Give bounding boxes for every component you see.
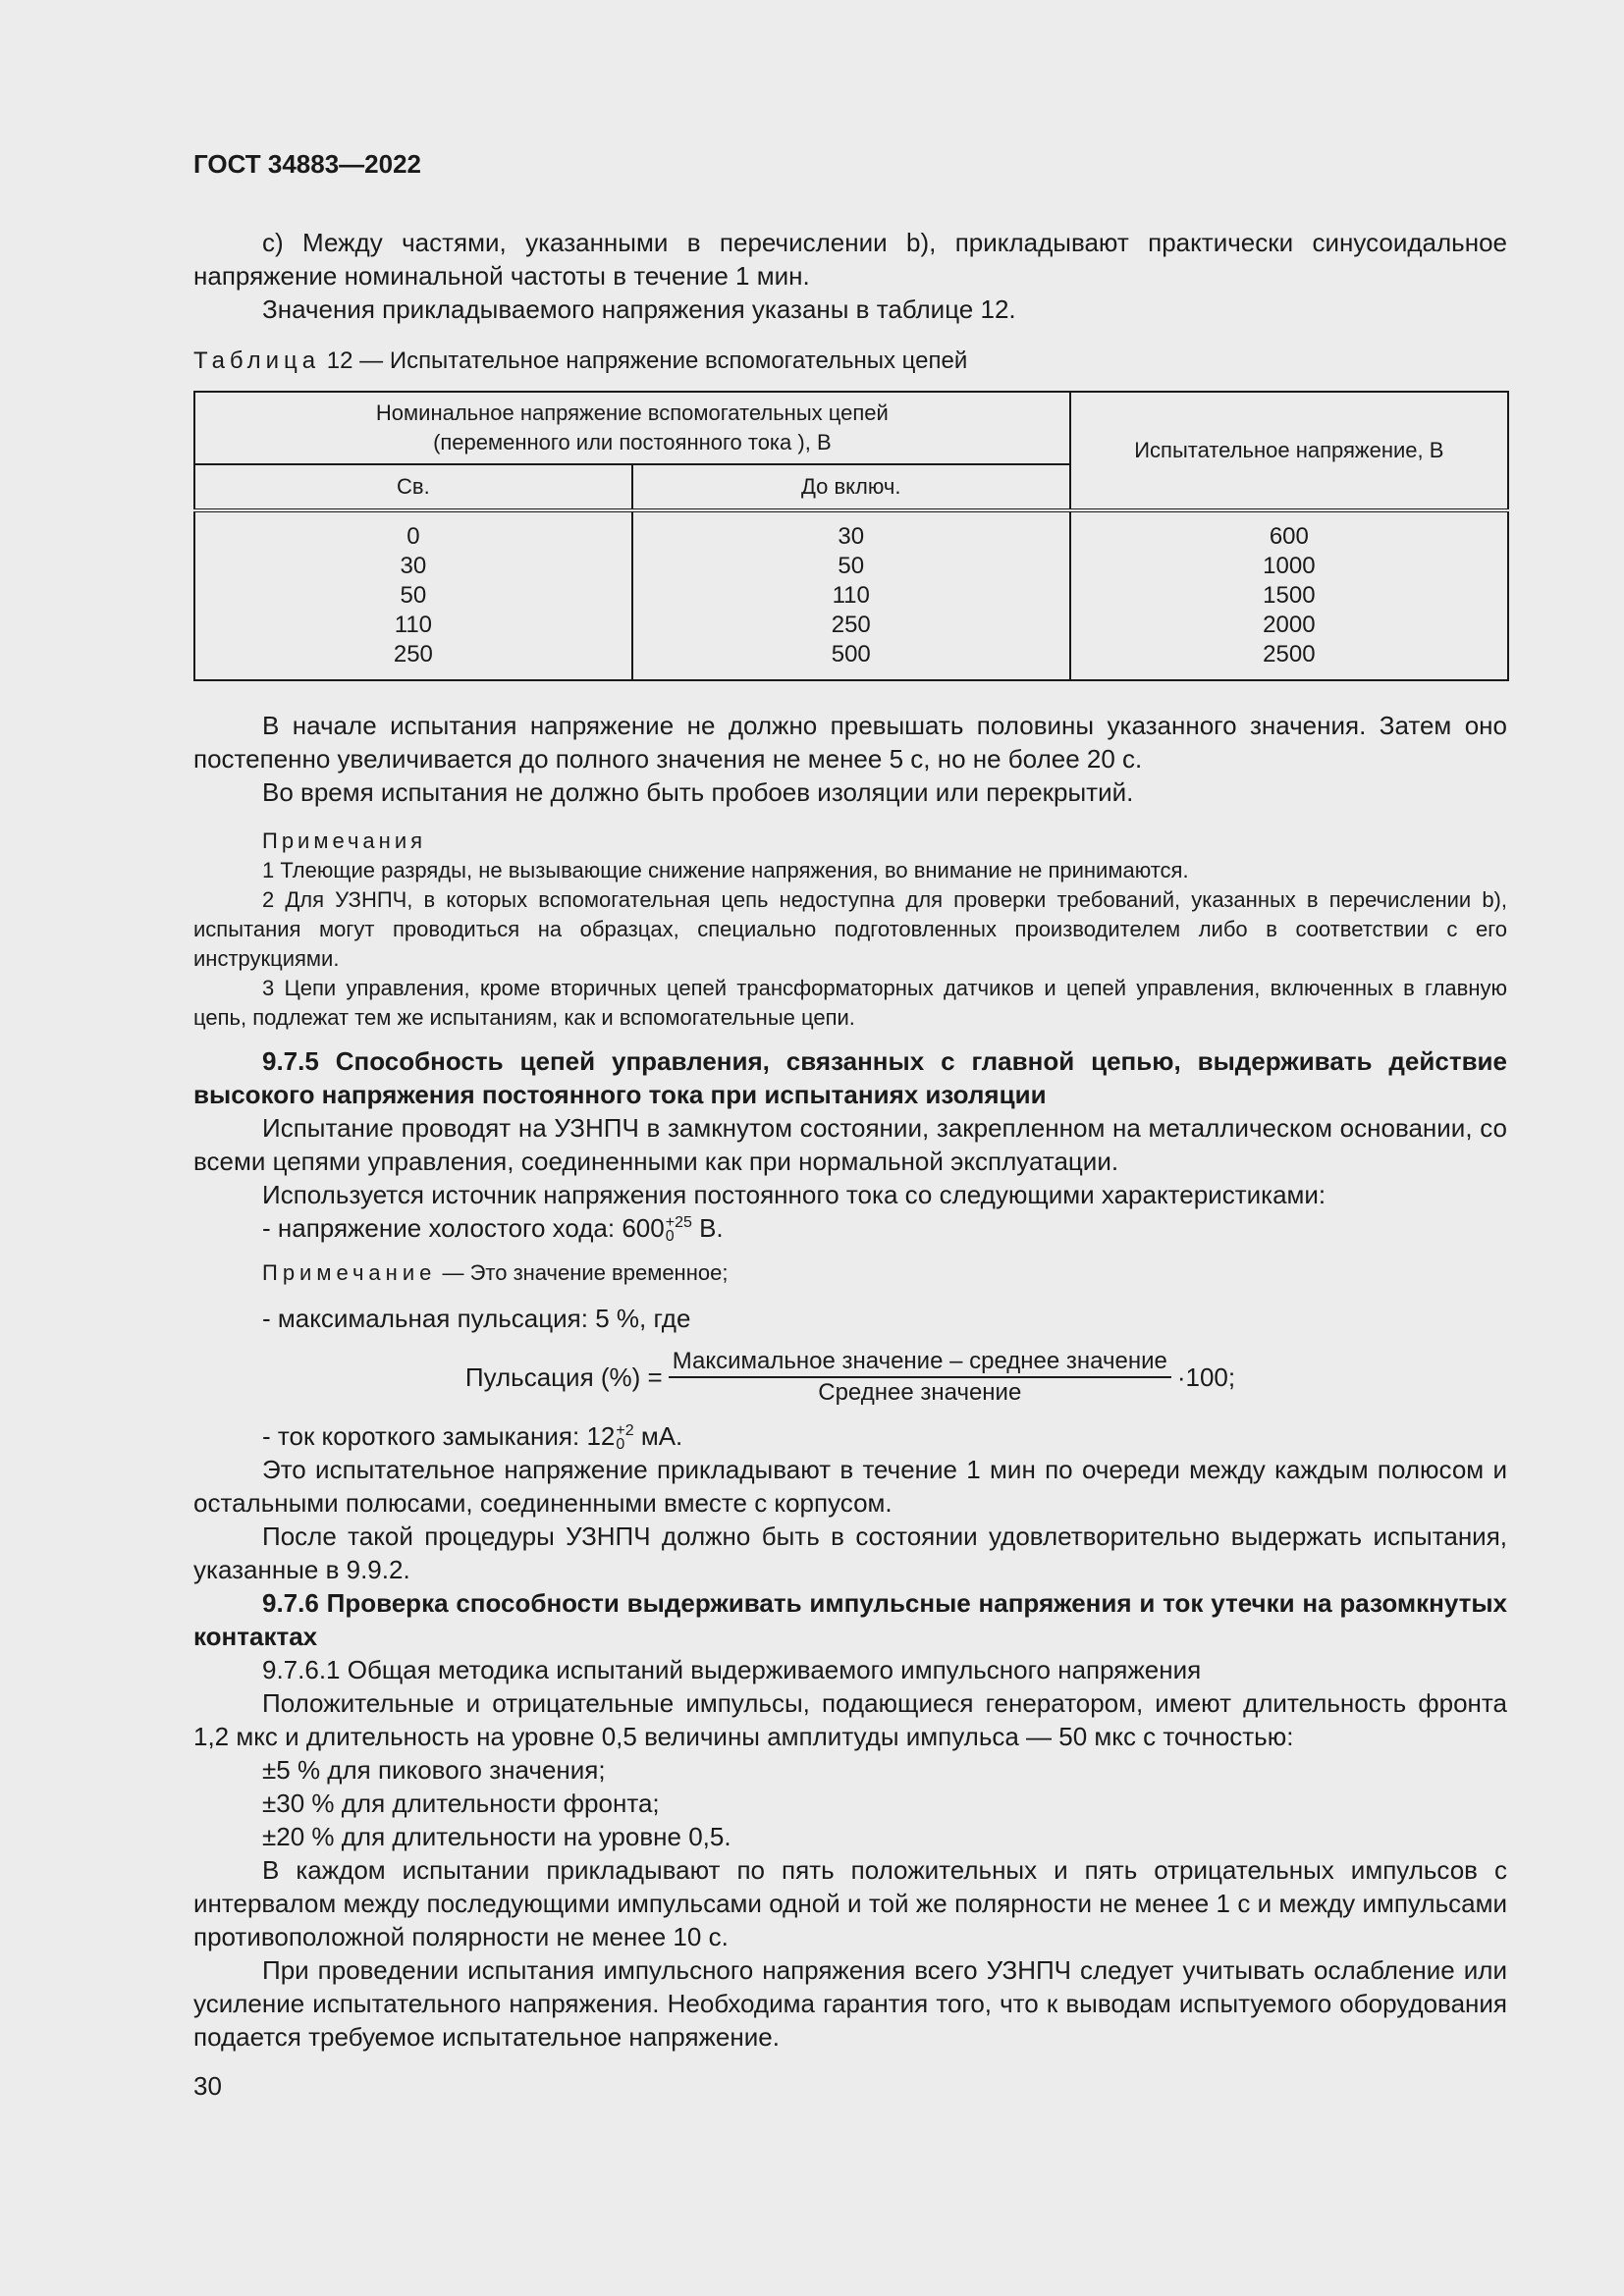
test-voltage-table — [193, 391, 1509, 681]
formula-fraction — [669, 1347, 1171, 1408]
section-9-7-6-paragraph-1: Положительные и отрицательные импульсы, подающиеся генератором, имеют длительность фронта 1,2 мкс и длительность на уровне 0,5 величины амплитуды импульса — 50 мкс с точностью: — [193, 1688, 1507, 1751]
table-cell: 1000 — [1263, 553, 1316, 579]
table-cell: 0 — [406, 523, 420, 550]
table-caption — [193, 346, 1507, 377]
list-item-ripple: - максимальная пульсация: 5 %, где — [262, 1304, 691, 1333]
table-head-nominal-line2: (переменного или постоянного тока ), В — [433, 430, 832, 454]
list-item-label: - ток короткого замыкания: — [262, 1421, 580, 1451]
table-caption-text: 12 — Испытательное напряжение вспомогательных цепей — [326, 347, 968, 374]
section-9-7-6-paragraph-3: При проведении испытания импульсного напряжения всего УЗНПЧ следует учитывать ослабление или усиление испытательного напряжения. Необходима гарантия того, что к выводам испытуемого оборудования подается требуемое испытательное напряжение. — [193, 1955, 1507, 2052]
voltage-value: 600 — [622, 1213, 665, 1243]
temporary-note-label: Примечание — [262, 1260, 437, 1285]
table-cell: 2000 — [1263, 612, 1316, 638]
table-cell: 110 — [832, 582, 870, 609]
table-cell: 50 — [400, 582, 427, 609]
formula-lhs: Пульсация (%) = — [464, 1362, 663, 1392]
notes-title: Примечания — [262, 828, 427, 853]
page-content — [193, 147, 1507, 2054]
formula-rhs: ·100; — [1176, 1362, 1236, 1392]
tolerance-upper: +2 — [616, 1422, 634, 1440]
voltage-tolerance — [666, 1216, 692, 1244]
document-header: ГОСТ 34883—2022 — [193, 149, 421, 179]
table-head-nominal-line1: Номинальное напряжение вспомогательных цепей — [375, 400, 889, 425]
tolerance-duration: ±20 % для длительности на уровне 0,5. — [262, 1822, 731, 1851]
table-cell: 500 — [831, 641, 871, 667]
voltage-unit: В. — [699, 1213, 724, 1243]
page-number: 30 — [193, 2071, 222, 2101]
tolerance-upper: +25 — [665, 1214, 692, 1232]
table-head-nominal — [194, 392, 1070, 464]
table-cell: 30 — [838, 523, 865, 550]
note-2: 2 Для УЗНПЧ, в которых вспомогательная цепь недоступна для проверки требований, указанных в перечислении b), испытания могут проводиться на образцах, специально подготовленных производителем либо в соответствии с его инструкциями. — [193, 887, 1507, 971]
table-cell: 110 — [394, 612, 433, 638]
table-cell: 250 — [393, 641, 433, 667]
table-cell: 30 — [400, 553, 427, 579]
tolerance-lower: 0 — [616, 1436, 625, 1454]
formula-denominator: Среднее значение — [818, 1379, 1022, 1406]
tolerance-peak: ±5 % для пикового значения; — [262, 1755, 606, 1785]
current-value: 12 — [586, 1421, 616, 1451]
current-unit: мА. — [640, 1421, 683, 1451]
table-caption-label: Таблица — [193, 347, 321, 374]
table-head-test: Испытательное напряжение, В — [1070, 392, 1508, 510]
formula-numerator: Максимальное значение – среднее значение — [669, 1347, 1171, 1378]
intro-paragraph-c: с) Между частями, указанными в перечислении b), прикладывают практически синусоидальное напряжение номинальной частоты в течение 1 мин. — [193, 228, 1507, 291]
note-3: 3 Цепи управления, кроме вторичных цепей трансформаторных датчиков и цепей управления, включенных в главную цепь, подлежат тем же испытаниям, как и вспомогательные цепи. — [193, 976, 1507, 1030]
list-item-label: - напряжение холостого хода: — [262, 1213, 616, 1243]
table-head-from: Св. — [194, 464, 632, 510]
intro-paragraph-table-ref: Значения прикладываемого напряжения указаны в таблице 12. — [262, 294, 1016, 324]
temporary-note-text: — Это значение временное; — [442, 1260, 729, 1285]
section-9-7-6-1-title: 9.7.6.1 Общая методика испытаний выдерживаемого импульсного напряжения — [262, 1655, 1202, 1684]
ripple-formula — [193, 1347, 1507, 1408]
note-1: 1 Тлеющие разряды, не вызывающие снижение напряжения, во внимание не принимаются. — [262, 858, 1189, 882]
section-9-7-5-paragraph-2: Используется источник напряжения постоянного тока со следующими характеристиками: — [262, 1180, 1326, 1209]
section-9-7-6-title: 9.7.6 Проверка способности выдерживать импульсные напряжения и ток утечки на разомкнутых контактах — [193, 1588, 1507, 1651]
section-9-7-5-paragraph-3: Это испытательное напряжение прикладывают в течение 1 мин по очереди между каждым полюсом и остальными полюсами, соединенными вместе с корпусом. — [193, 1455, 1507, 1518]
section-9-7-6-paragraph-2: В каждом испытании прикладывают по пять положительных и пять отрицательных импульсов с интервалом между последующими импульсами одной и той же полярности не менее 1 с и между импульсами противоположной полярности не менее 10 с. — [193, 1855, 1507, 1951]
after-table-paragraph-2: Во время испытания не должно быть пробоев изоляции или перекрытий. — [262, 777, 1134, 807]
table-column-test — [1070, 510, 1508, 680]
list-item-short-circuit-current — [262, 1419, 1507, 1453]
list-item-open-circuit-voltage — [262, 1211, 1507, 1245]
table-head-to: До включ. — [632, 464, 1070, 510]
tolerance-front: ±30 % для длительности фронта; — [262, 1789, 660, 1818]
table-column-from — [194, 510, 632, 680]
table-cell: 600 — [1269, 523, 1309, 550]
current-tolerance — [616, 1424, 633, 1452]
table-cell: 50 — [838, 553, 865, 579]
after-table-paragraph-1: В начале испытания напряжение не должно превышать половины указанного значения. Затем оно постепенно увеличивается до полного значения не менее 5 с, но не более 20 с. — [193, 711, 1507, 774]
section-9-7-5-title: 9.7.5 Способность цепей управления, связанных с главной цепью, выдерживать действие высокого напряжения постоянного тока при испытаниях изоляции — [193, 1046, 1507, 1109]
temporary-note — [262, 1258, 1507, 1288]
section-9-7-5-paragraph-4: После такой процедуры УЗНПЧ должно быть в состоянии удовлетворительно выдержать испытания, указанные в 9.9.2. — [193, 1522, 1507, 1584]
table-cell: 1500 — [1263, 582, 1316, 609]
table-cell: 250 — [831, 612, 871, 638]
table-cell: 2500 — [1263, 641, 1316, 667]
table-column-to — [632, 510, 1070, 680]
section-9-7-5-paragraph-1: Испытание проводят на УЗНПЧ в замкнутом состоянии, закрепленном на металлическом основании, со всеми цепями управления, соединенными как при нормальной эксплуатации. — [193, 1113, 1507, 1176]
tolerance-lower: 0 — [665, 1228, 675, 1246]
